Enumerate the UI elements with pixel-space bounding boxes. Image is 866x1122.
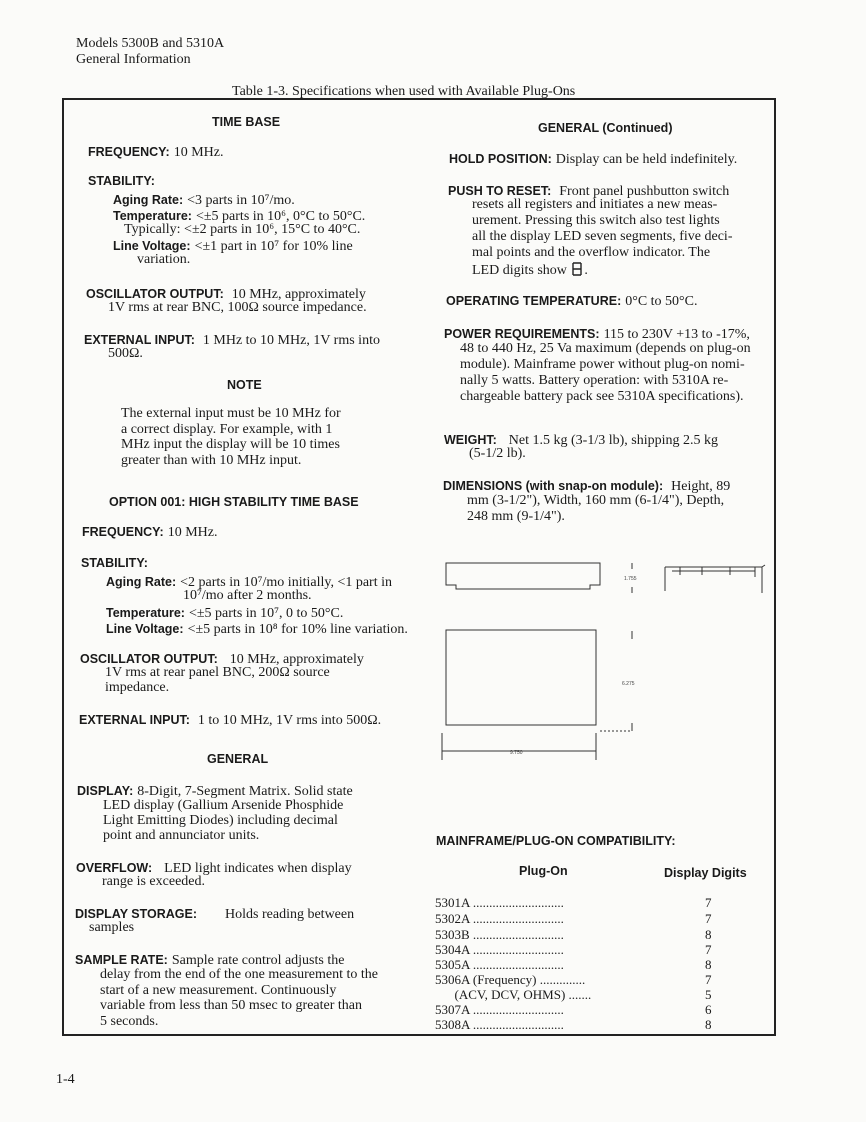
power-requirements-value: 115 to 230V +13 to -17%, (603, 327, 750, 342)
plug-on-model: 5304A ............................ (435, 942, 564, 957)
display-digits: 5 (705, 987, 712, 1002)
power-line: nally 5 watts. Battery operation: with 5310A re- (460, 373, 729, 388)
table-row (435, 987, 715, 1003)
display-storage-value-cont: samples (89, 920, 135, 935)
overflow-value: LED light indicates when display (164, 861, 352, 876)
temperature-label: Temperature: (113, 209, 192, 223)
table-row (435, 957, 715, 973)
option-frequency-label: FREQUENCY: (82, 525, 164, 539)
display-digits: 8 (705, 1017, 712, 1032)
display-digits: 7 (705, 911, 712, 926)
weight-label: WEIGHT: (444, 433, 497, 447)
oscillator-output-label: OSCILLATOR OUTPUT: (86, 287, 224, 301)
external-input-label: EXTERNAL INPUT: (84, 333, 195, 347)
depth-dimension-mark (600, 631, 635, 731)
push-line: LED digits show . (472, 263, 588, 278)
frequency-label: FREQUENCY: (88, 145, 170, 159)
plug-on-model: (ACV, DCV, OHMS) ....... (435, 987, 592, 1002)
note-line: MHz input the display will be 10 times (121, 437, 340, 452)
time-base-heading: TIME BASE (212, 115, 281, 129)
plug-on-model: 5301A ............................ (435, 895, 564, 910)
display-storage-value: Holds reading between (225, 907, 355, 922)
push-line: mal points and the overflow indicator. The (472, 245, 711, 260)
display-line: LED display (Gallium Arsenide Phosphide (103, 798, 344, 813)
oscillator-output-value-cont: 1V rms at rear BNC, 100Ω source impedance. (108, 300, 367, 315)
dimensions-drawing (440, 555, 770, 770)
power-line: chargeable battery pack see 5310A specifications). (460, 389, 744, 404)
table-row (435, 942, 715, 958)
plug-on-model: 5305A ............................ (435, 957, 564, 972)
note-heading: NOTE (227, 378, 262, 392)
sample-rate-value-cont (100, 967, 378, 1029)
frequency-value: 10 MHz. (173, 145, 224, 160)
height-dimension-mark (624, 563, 637, 593)
option-oscillator-value: 10 MHz, approximately (229, 652, 364, 667)
external-input-value-cont: 500Ω. (108, 346, 143, 361)
option-oscillator-value-cont2: impedance. (105, 680, 170, 695)
option-aging-label: Aging Rate: (106, 575, 177, 589)
general-continued-heading: GENERAL (Continued) (538, 121, 673, 135)
sample-rate-line: 5 seconds. (100, 1013, 159, 1029)
width-dimension-mark (442, 733, 596, 760)
compatibility-heading: MAINFRAME/PLUG-ON COMPATIBILITY: (436, 834, 676, 848)
general-heading: GENERAL (207, 752, 269, 766)
display-digits: 8 (705, 927, 712, 942)
display-digits-column-header: Display Digits (664, 866, 747, 880)
push-line: resets all registers and initiates a new meas- (472, 197, 718, 212)
option-frequency-value: 10 MHz. (167, 525, 218, 540)
operating-temperature-spec (446, 292, 698, 310)
dimensions-line: 248 mm (9-1/4"). (467, 508, 565, 524)
external-input-value: 1 MHz to 10 MHz, 1V rms into (202, 333, 380, 348)
frequency-spec (88, 143, 224, 161)
table-caption: Table 1-3. Specifications when used with Available Plug-Ons (232, 84, 576, 99)
note-body (121, 406, 341, 468)
operating-temperature-value: 0°C to 50°C. (625, 294, 698, 309)
option-external-input-label: EXTERNAL INPUT: (79, 713, 190, 727)
display-digits: 7 (705, 972, 712, 987)
display-digits: 7 (705, 895, 712, 910)
note-line: greater than with 10 MHz input. (121, 452, 302, 468)
side-view-outline (665, 565, 765, 593)
typically-spec: Typically: <±2 parts in 10⁶, 15°C to 40°C. (124, 222, 361, 237)
top-view-outline (446, 630, 596, 725)
overflow-label: OVERFLOW: (76, 861, 153, 875)
option-oscillator-label: OSCILLATOR OUTPUT: (80, 652, 218, 666)
dimensions-value: Height, 89 (671, 479, 731, 494)
table-row (435, 895, 715, 911)
dimensions-label: DIMENSIONS (with snap-on module): (443, 479, 664, 493)
table-row (435, 911, 715, 927)
page-number: 1-4 (56, 1072, 75, 1087)
height-dimension-label: 1.755 (624, 576, 637, 582)
temperature-value: <±5 parts in 10⁶, 0°C to 50°C. (195, 209, 366, 224)
power-line: module). Mainframe power without plug-on nomi- (460, 357, 745, 372)
note-line: a correct display. For example, with 1 (121, 421, 333, 437)
sample-rate-value: Sample rate control adjusts the (171, 953, 345, 968)
option-external-input-value: 1 to 10 MHz, 1V rms into 500Ω. (197, 713, 382, 728)
option-aging-value: <2 parts in 10⁷/mo initially, <1 part in (180, 575, 392, 590)
overflow-value-cont: range is exceeded. (102, 874, 205, 889)
plug-on-model: 5307A ............................ (435, 1002, 564, 1017)
option-line-voltage-label: Line Voltage: (106, 622, 184, 636)
plug-on-model: 5303B ............................ (435, 927, 564, 942)
weight-value-cont: (5-1/2 lb). (469, 446, 526, 461)
line-voltage-value-cont: variation. (137, 252, 191, 267)
plug-on-column-header: Plug-On (519, 864, 568, 878)
line-voltage-value: <±1 part in 10⁷ for 10% line (194, 239, 353, 254)
hold-position-spec (449, 150, 737, 168)
display-digits: 8 (705, 957, 712, 972)
oscillator-output-value: 10 MHz, approximately (231, 287, 366, 302)
front-view-outline (446, 563, 600, 589)
push-to-reset-label: PUSH TO RESET: (448, 184, 552, 198)
led-segment-glyph-icon (570, 261, 584, 277)
aging-value: <3 parts in 10⁷/mo. (187, 193, 295, 208)
display-line: point and annunciator units. (103, 828, 260, 843)
option-external-input-spec (79, 711, 381, 729)
push-to-reset-value: Front panel pushbutton switch (559, 184, 730, 199)
push-line: all the display LED seven segments, five deci- (472, 229, 733, 244)
note-line: The external input must be 10 MHz for (121, 406, 341, 421)
operating-temperature-label: OPERATING TEMPERATURE: (446, 294, 622, 308)
plug-on-model: 5308A ............................ (435, 1017, 564, 1032)
table-row (435, 927, 715, 943)
option-line-voltage-spec (106, 620, 408, 638)
header-section: General Information (76, 52, 191, 67)
sample-rate-line: variable from less than 50 msec to greater than (100, 998, 363, 1013)
dimensions-value-cont (467, 493, 724, 524)
display-digits: 7 (705, 942, 712, 957)
option-oscillator-value-cont: 1V rms at rear panel BNC, 200Ω source (105, 665, 330, 680)
plug-on-model: 5302A ............................ (435, 911, 564, 926)
display-value-cont (103, 798, 343, 843)
push-to-reset-value-cont (472, 197, 732, 279)
option-temperature-value: <±5 parts in 10⁷, 0 to 50°C. (188, 606, 344, 621)
sample-rate-line: start of a new measurement. Continuously (100, 982, 337, 998)
aging-label: Aging Rate: (113, 193, 184, 207)
option-line-voltage-value: <±5 parts in 10⁸ for 10% line variation. (187, 622, 408, 637)
power-requirements-value-cont (460, 341, 751, 405)
dimensions-line: mm (3-1/2"), Width, 160 mm (6-1/4"), Depth, (467, 493, 725, 508)
table-row (435, 1017, 715, 1033)
depth-dimension-label: 6.275 (622, 681, 635, 687)
sample-rate-label: SAMPLE RATE: (75, 953, 168, 967)
plug-on-model: 5306A (Frequency) .............. (435, 972, 586, 987)
sample-rate-line: delay from the end of the one measurement to the (100, 967, 378, 982)
display-label: DISPLAY: (77, 784, 134, 798)
stability-label: STABILITY: (88, 174, 155, 188)
hold-position-value: Display can be held indefinitely. (555, 152, 738, 167)
power-requirements-label: POWER REQUIREMENTS: (444, 327, 600, 341)
table-row (435, 1002, 715, 1018)
power-line: 48 to 440 Hz, 25 Va maximum (depends on plug-on (460, 341, 751, 356)
push-line: urement. Pressing this switch also test lights (472, 213, 720, 228)
option-stability-label: STABILITY: (81, 556, 148, 570)
option-frequency-spec (82, 523, 218, 541)
line-voltage-label: Line Voltage: (113, 239, 191, 253)
display-storage-label: DISPLAY STORAGE: (75, 907, 198, 921)
display-digits: 6 (705, 1002, 712, 1017)
document-header (76, 36, 224, 68)
table-row (435, 972, 715, 988)
option-temperature-label: Temperature: (106, 606, 185, 620)
push-last-line: LED digits show (472, 263, 567, 278)
option-aging-value-cont: 10⁷/mo after 2 months. (183, 588, 312, 603)
display-line: Light Emitting Diodes) including decimal (103, 813, 338, 828)
hold-position-label: HOLD POSITION: (449, 152, 552, 166)
display-value: 8-Digit, 7-Segment Matrix. Solid state (137, 784, 353, 799)
width-dimension-label: 9.750 (510, 750, 523, 756)
weight-value: Net 1.5 kg (3-1/3 lb), shipping 2.5 kg (508, 433, 718, 448)
header-models: Models 5300B and 5310A (76, 36, 225, 51)
option-001-heading: OPTION 001: HIGH STABILITY TIME BASE (109, 495, 359, 509)
